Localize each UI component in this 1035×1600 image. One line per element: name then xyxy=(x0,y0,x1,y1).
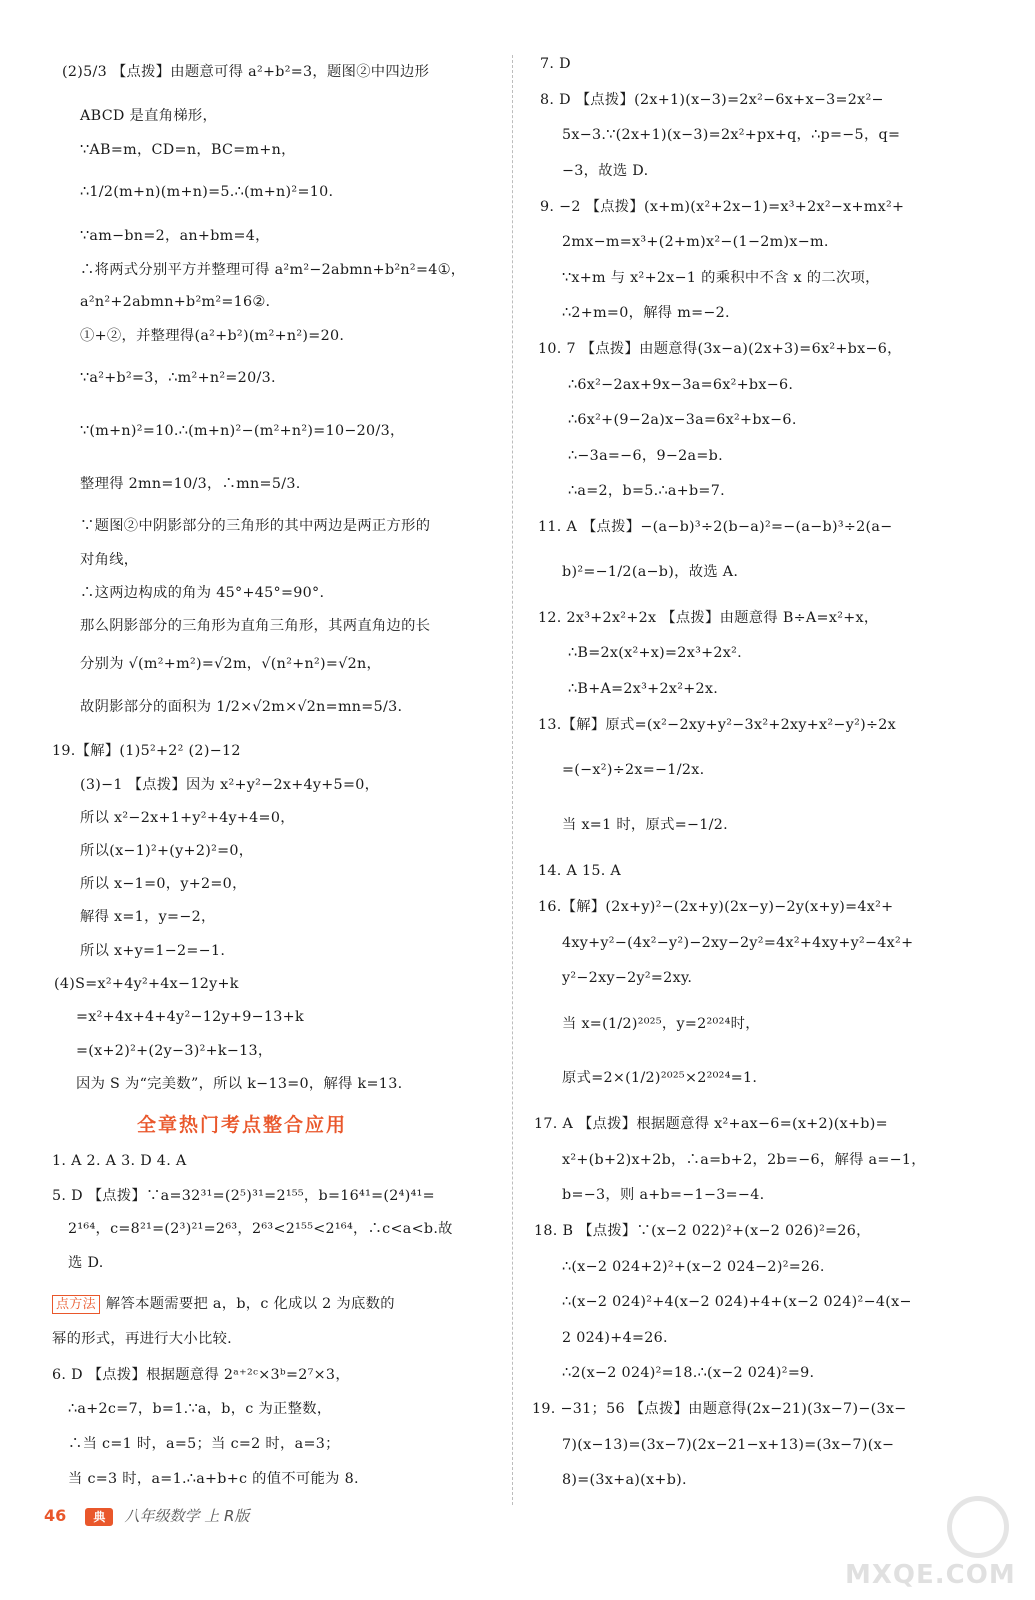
text-line: b=−3，则 a+b=−1−3=−4. xyxy=(562,1187,765,1203)
watermark-logo-icon xyxy=(947,1496,1009,1558)
text-line: ∵AB=m，CD=n，BC=m+n， xyxy=(80,142,296,158)
book-title: 八年级数学 上 R版 xyxy=(124,1507,250,1525)
text-line: (3)−1 【点拨】因为 x²+y²−2x+4y+5=0， xyxy=(80,777,380,793)
text-line: b)²=−1/2(a−b)，故选 A. xyxy=(562,564,739,580)
text-line: 18. B 【点拨】∵(x−2 022)²+(x−2 026)²=26， xyxy=(534,1223,871,1239)
text-line: (2)5/3 【点拨】由题意可得 a²+b²=3，题图②中四边形 xyxy=(62,64,430,80)
text-line: ∴这两边构成的角为 45°+45°=90°. xyxy=(80,585,325,601)
text-line: ∵a²+b²=3，∴m²+n²=20/3. xyxy=(80,370,276,386)
text-line: ∵am−bn=2，an+bm=4， xyxy=(80,228,270,244)
text-line: ∴(x−2 024+2)²+(x−2 024−2)²=26. xyxy=(562,1259,825,1275)
text-line: ∴(x−2 024)²+4(x−2 024)+4+(x−2 024)²−4(x− xyxy=(562,1294,912,1310)
text-line: 8. D 【点拨】(2x+1)(x−3)=2x²−6x+x−3=2x²− xyxy=(540,92,884,108)
text-line: 故阴影部分的面积为 1/2×√2m×√2n=mn=5/3. xyxy=(80,699,403,715)
text-line: 那么阴影部分的三角形为直角三角形，其两直角边的长 xyxy=(80,618,431,634)
text-line: ∵x+m 与 x²+2x−1 的乘积中不含 x 的二次项， xyxy=(562,270,880,286)
text-line: 所以 x²−2x+1+y²+4y+4=0， xyxy=(80,810,295,826)
text-line: ∴a+2c=7，b=1.∵a，b，c 为正整数， xyxy=(68,1401,332,1417)
text-line: ①+②，并整理得(a²+b²)(m²+n²)=20. xyxy=(80,328,345,344)
text-line: ∴2+m=0，解得 m=−2. xyxy=(562,305,730,321)
text-line: a²n²+2abmn+b²m²=16②. xyxy=(80,294,271,310)
text-line: 分别为 √(m²+m²)=√2m，√(n²+n²)=√2n， xyxy=(80,656,382,672)
text-line: 所以 x−1=0，y+2=0， xyxy=(80,876,247,892)
text-line: y²−2xy−2y²=2xy. xyxy=(562,970,693,986)
text-line: ∴当 c=1 时，a=5；当 c=2 时，a=3； xyxy=(68,1436,340,1452)
section-heading: 全章热门考点整合应用 xyxy=(137,1114,348,1136)
text-line: ∴B=2x(x²+x)=2x³+2x². xyxy=(568,645,743,661)
text-line: ∴a=2，b=5.∴a+b=7. xyxy=(568,483,725,499)
text-line: 13.【解】原式=(x²−2xy+y²−3x²+2xy+x²−y²)÷2x xyxy=(538,717,897,733)
text-line: (4)S=x²+4y²+4x−12y+k xyxy=(54,976,239,992)
text-line: 所以(x−1)²+(y+2)²=0， xyxy=(80,843,254,859)
text-line: ∴2(x−2 024)²=18.∴(x−2 024)²=9. xyxy=(562,1365,815,1381)
page-number: 46 xyxy=(44,1506,67,1525)
text-line: ∵(m+n)²=10.∴(m+n)²−(m²+n²)=10−20/3， xyxy=(80,423,405,439)
watermark xyxy=(845,1490,1015,1590)
text-line: 解得 x=1，y=−2， xyxy=(80,909,216,925)
text-line: 当 x=(1/2)²⁰²⁵，y=2²⁰²⁴时， xyxy=(562,1016,760,1032)
text-line: 19. −31；56 【点拨】由题意得(2x−21)(3x−7)−(3x− xyxy=(532,1401,907,1417)
text-line: ABCD 是直角梯形， xyxy=(80,108,218,124)
text-line: 12. 2x³+2x²+2x 【点拨】由题意得 B÷A=x²+x， xyxy=(538,610,879,626)
column-divider xyxy=(512,55,513,1505)
text-line: 1. A 2. A 3. D 4. A xyxy=(52,1153,187,1169)
text-line: 10. 7 【点拨】由题意得(3x−a)(2x+3)=6x²+bx−6， xyxy=(538,341,902,357)
text-line: =x²+4x+4+4y²−12y+9−13+k xyxy=(76,1009,304,1025)
text-line: 幂的形式，再进行大小比较. xyxy=(52,1331,233,1347)
text-line: 5. D 【点拨】∵a=32³¹=(2⁵)³¹=2¹⁵⁵，b=16⁴¹=(2⁴)⁴¹= xyxy=(52,1188,435,1204)
text-line: 当 x=1 时，原式=−1/2. xyxy=(562,817,729,833)
text-line: 选 D. xyxy=(68,1255,104,1271)
text-line: 所以 x+y=1−2=−1. xyxy=(80,943,226,959)
text-line: ∴1/2(m+n)(m+n)=5.∴(m+n)²=10. xyxy=(80,184,334,200)
text-line: ∴6x²+(9−2a)x−3a=6x²+bx−6. xyxy=(568,412,797,428)
method-label: 点方法 xyxy=(52,1295,100,1314)
text-line: x²+(b+2)x+2b，∴a=b+2，2b=−6，解得 a=−1， xyxy=(562,1152,926,1168)
brand-logo: 典 xyxy=(85,1508,113,1526)
text-line: 9. −2 【点拨】(x+m)(x²+2x−1)=x³+2x²−x+mx²+ xyxy=(540,199,905,215)
text-line: 对角线， xyxy=(80,552,139,568)
method-line xyxy=(52,1294,395,1314)
text-line: 整理得 2mn=10/3，∴mn=5/3. xyxy=(80,476,301,492)
text-line: 2 024)+4=26. xyxy=(562,1330,668,1346)
text-line: 7)(x−13)=(3x−7)(2x−21−x+13)=(3x−7)(x− xyxy=(562,1437,895,1453)
page-footer xyxy=(44,1505,249,1526)
watermark-text: MXQE.COM xyxy=(845,1560,1016,1590)
text-line: ∵题图②中阴影部分的三角形的其中两边是两正方形的 xyxy=(80,518,431,534)
text-line: 16.【解】(2x+y)²−(2x+y)(2x−y)−2y(x+y)=4x²+ xyxy=(538,899,894,915)
text-line: ∴6x²−2ax+9x−3a=6x²+bx−6. xyxy=(568,377,794,393)
text-line: 解答本题需要把 a，b，c 化成以 2 为底数的 xyxy=(105,1296,395,1312)
text-line: 11. A 【点拨】−(a−b)³÷2(b−a)²=−(a−b)³÷2(a− xyxy=(538,519,893,535)
text-line: 2¹⁶⁴，c=8²¹=(2³)²¹=2⁶³，2⁶³<2¹⁵⁵<2¹⁶⁴，∴c<a<b.故 xyxy=(68,1221,453,1237)
text-line: 7. D xyxy=(540,56,571,72)
text-line: 17. A 【点拨】根据题意得 x²+ax−6=(x+2)(x+b)= xyxy=(534,1116,888,1132)
text-line: 原式=2×(1/2)²⁰²⁵×2²⁰²⁴=1. xyxy=(562,1070,758,1086)
text-line: 2mx−m=x³+(2+m)x²−(1−2m)x−m. xyxy=(562,234,829,250)
text-line: 因为 S 为“完美数”，所以 k−13=0，解得 k=13. xyxy=(76,1076,403,1092)
text-line: 5x−3.∵(2x+1)(x−3)=2x²+px+q，∴p=−5，q= xyxy=(562,127,901,143)
text-line: ∴将两式分别平方并整理可得 a²m²−2abmn+b²n²=4①， xyxy=(80,262,466,278)
text-line: =(−x²)÷2x=−1/2x. xyxy=(562,762,705,778)
text-line: −3，故选 D. xyxy=(562,163,649,179)
text-line: =(x+2)²+(2y−3)²+k−13， xyxy=(76,1043,273,1059)
text-line: 14. A 15. A xyxy=(538,863,622,879)
text-line: ∴−3a=−6，9−2a=b. xyxy=(568,448,723,464)
text-line: ∴B+A=2x³+2x²+2x. xyxy=(568,681,719,697)
text-line: 4xy+y²−(4x²−y²)−2xy−2y²=4x²+4xy+y²−4x²+ xyxy=(562,935,914,951)
text-line: 8)=(3x+a)(x+b). xyxy=(562,1472,687,1488)
text-line: 19.【解】(1)5²+2² (2)−12 xyxy=(52,743,241,759)
text-line: 当 c=3 时，a=1.∴a+b+c 的值不可能为 8. xyxy=(68,1471,359,1487)
text-line: 6. D 【点拨】根据题意得 2ᵃ⁺²ᶜ×3ᵇ=2⁷×3， xyxy=(52,1367,350,1383)
